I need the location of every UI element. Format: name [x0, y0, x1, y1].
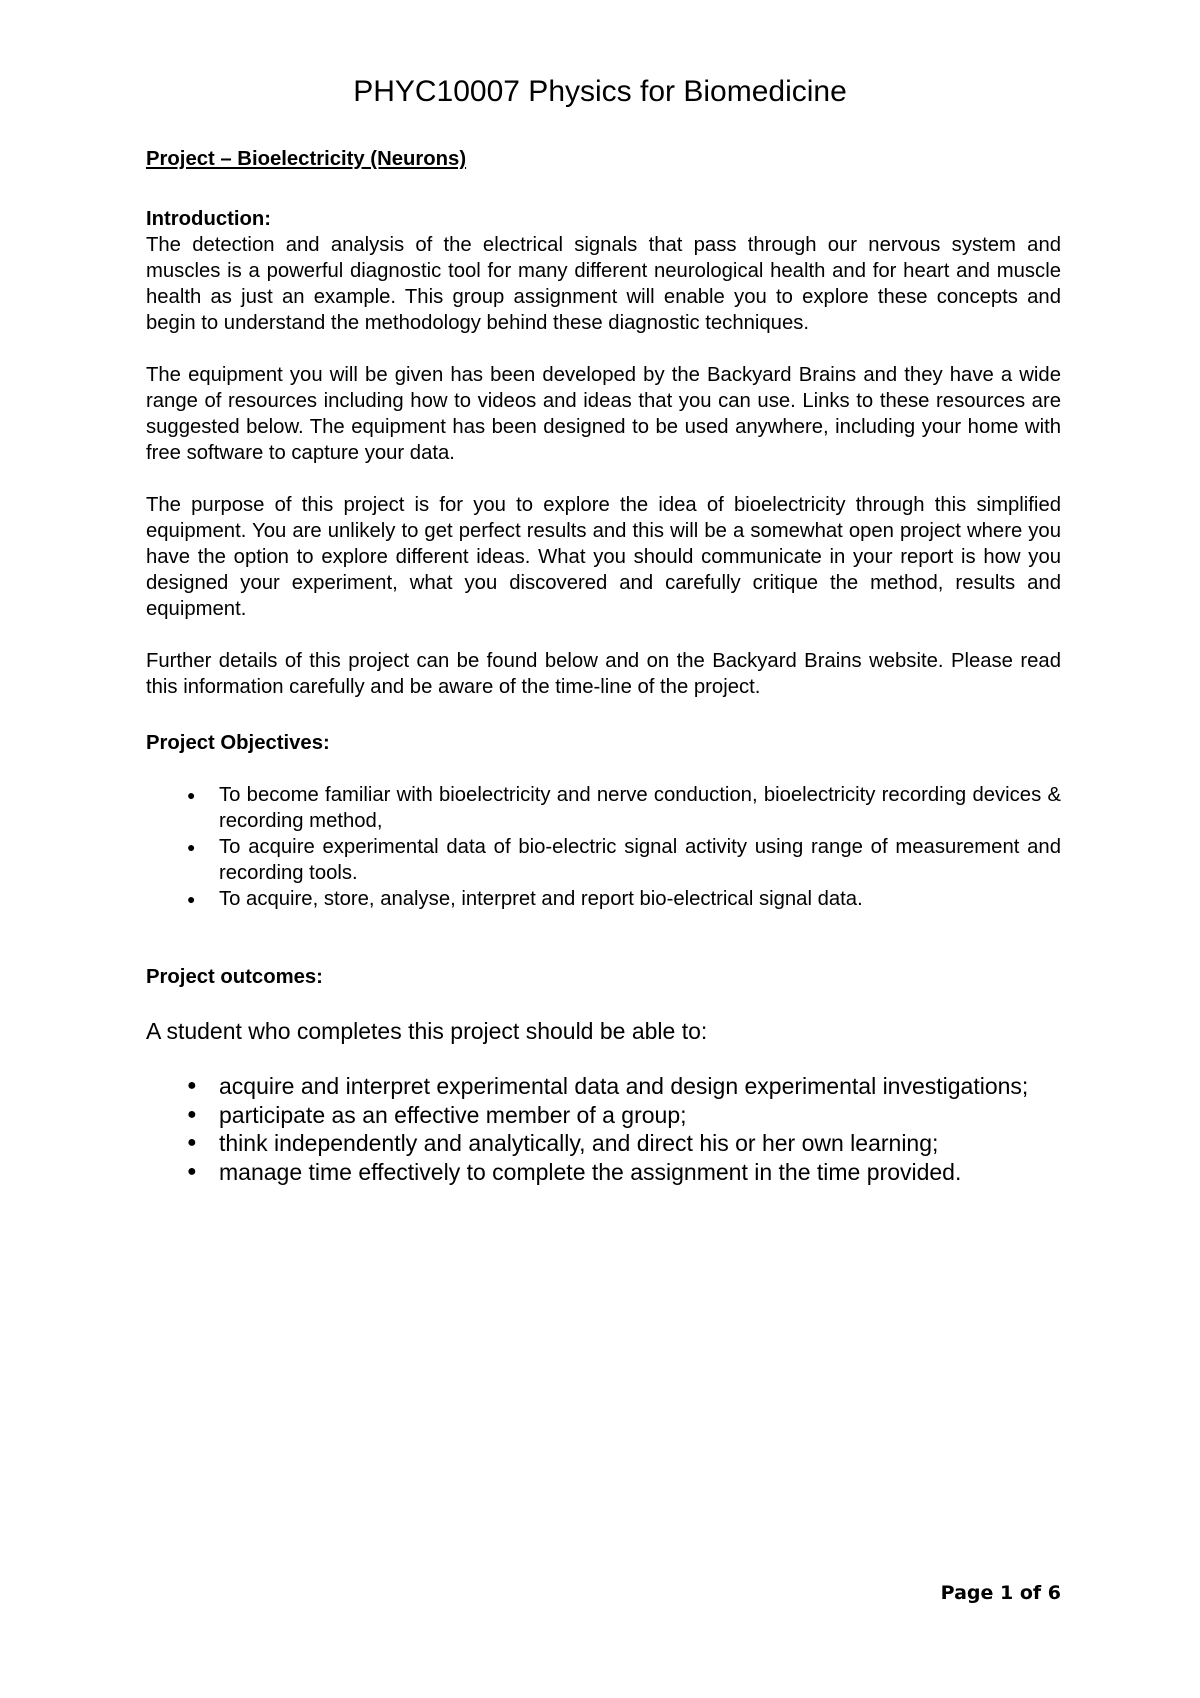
- bullet-dot-icon: ●: [187, 1134, 197, 1151]
- document-title: PHYC10007 Physics for Biomedicine: [353, 75, 847, 108]
- bullet-dot-icon: ●: [187, 891, 196, 907]
- intro-paragraph-4: Further details of this project can be found below and on the Backyard Brains website. Please read this information carefully and be aware of the time-line of the project.: [146, 650, 1061, 698]
- project-heading: Project – Bioelectricity (Neurons): [146, 148, 467, 170]
- intro-paragraph-3: The purpose of this project is for you to explore the idea of bioelectricity through this simplified equipment. You are unlikely to get perfect results and this will be a somewhat open project where you have the option to explore different ideas. What you should communicate in your report is how you designed your experiment, what you discovered and carefully critique the method, results and equipment.: [146, 494, 1061, 620]
- intro-paragraph-1: The detection and analysis of the electrical signals that pass through our nervous system and muscles is a powerful diagnostic tool for many different neurological health and for heart and muscle health as just an example. This group assignment will enable you to explore these concepts and begin to understand the methodology behind these diagnostic techniques.: [146, 234, 1061, 334]
- outcome-text: manage time effectively to complete the assignment in the time provided.: [219, 1158, 962, 1185]
- objective-text: To become familiar with bioelectricity and nerve conduction, bioelectricity recording devices & recording method,: [219, 784, 1061, 832]
- bullet-dot-icon: ●: [187, 1077, 197, 1094]
- outcomes-heading: Project outcomes:: [146, 966, 323, 988]
- bullet-dot-icon: ●: [187, 1105, 197, 1123]
- outcome-text: acquire and interpret experimental data and design experimental investigations;: [219, 1073, 1029, 1099]
- outcome-item: [146, 1129, 1061, 1158]
- outcome-text: participate as an effective member of a group;: [219, 1101, 687, 1128]
- objective-text: To acquire experimental data of bio-electric signal activity using range of measurement and recording tools.: [219, 836, 1061, 884]
- outcomes-lead: A student who completes this project should be able to:: [146, 1018, 708, 1044]
- outcome-item: [146, 1072, 1061, 1101]
- objective-item: [146, 834, 1061, 886]
- introduction-heading: Introduction:: [146, 208, 272, 230]
- page-number: Page 1 of 6: [940, 1582, 1061, 1604]
- bullet-dot-icon: ●: [187, 787, 196, 803]
- intro-paragraph-2: The equipment you will be given has been developed by the Backyard Brains and they have a wide range of resources including how to videos and ideas that you can use. Links to these resources are suggested below. The equipment has been designed to be used anywhere, including your home with free software to capture your data.: [146, 364, 1061, 464]
- outcome-text: think independently and analytically, and direct his or her own learning;: [219, 1130, 939, 1156]
- outcomes-list: [146, 1072, 1061, 1186]
- objective-text: To acquire, store, analyse, interpret and report bio-electrical signal data.: [219, 888, 863, 910]
- bullet-dot-icon: ●: [187, 1162, 197, 1180]
- outcome-item: [146, 1101, 1061, 1130]
- objective-item: [146, 782, 1061, 834]
- objective-item: [146, 886, 1061, 912]
- outcome-item: [146, 1158, 1061, 1187]
- document-body: [146, 146, 1061, 1186]
- bullet-dot-icon: ●: [187, 839, 196, 855]
- objectives-list: [146, 782, 1061, 912]
- objectives-heading: Project Objectives:: [146, 732, 330, 754]
